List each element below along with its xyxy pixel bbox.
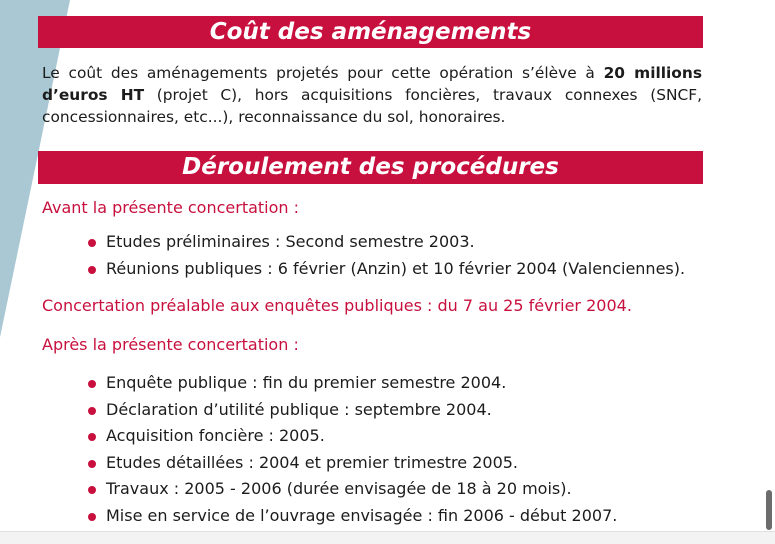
list-item-text: Etudes détaillées : 2004 et premier trimestre 2005. — [106, 452, 519, 472]
concertation-dates: Concertation préalable aux enquêtes publiques : du 7 au 25 février 2004. — [42, 296, 632, 315]
bottom-edge — [0, 531, 775, 544]
list-item — [88, 476, 617, 503]
list-item — [88, 503, 617, 530]
scrollbar-thumb[interactable] — [766, 490, 772, 530]
after-concertation-heading: Après la présente concertation : — [42, 335, 299, 354]
bullet-icon — [88, 433, 96, 441]
bullet-icon — [88, 239, 96, 247]
cost-paragraph-start: Le coût des aménagements projetés pour cette opération s’élève à — [42, 64, 604, 82]
bullet-icon — [88, 513, 96, 521]
list-item-text: Etudes préliminaires : Second semestre 2003. — [106, 232, 475, 251]
bullet-icon — [88, 407, 96, 415]
bullet-icon — [88, 486, 96, 494]
cost-amount: 20 millions d’euros HT — [42, 64, 702, 104]
section-title-cout: Coût des aménagements — [38, 16, 703, 48]
list-item-text: Acquisition foncière : 2005. — [106, 426, 325, 445]
before-concertation-heading: Avant la présente concertation : — [42, 198, 300, 217]
bullet-icon — [88, 266, 96, 274]
section-title-deroulement: Déroulement des procédures — [38, 151, 703, 184]
list-item-text: Enquête publique : fin du premier semestre 2004. — [106, 373, 507, 392]
list-item — [88, 450, 617, 477]
bullet-icon — [88, 460, 96, 468]
list-item — [88, 229, 685, 256]
list-item — [88, 423, 617, 450]
list-item-text: Mise en service de l’ouvrage envisagée : fin 2006 - début 2007. — [106, 505, 618, 525]
vertical-scrollbar[interactable] — [763, 0, 775, 544]
after-concertation-list — [88, 370, 617, 529]
list-item — [88, 370, 617, 397]
list-item-text: Travaux : 2005 - 2006 (durée envisagée de 18 à 20 mois). — [106, 479, 572, 498]
bullet-icon — [88, 380, 96, 388]
list-item — [88, 397, 617, 424]
list-item-text: Déclaration d’utilité publique : septembre 2004. — [106, 399, 492, 419]
cost-paragraph-end: (projet C), hors acquisitions foncières, travaux connexes (SNCF, concessionnaires, etc...), reconnaissance du sol, honoraires. — [42, 86, 702, 126]
list-item-text: Réunions publiques : 6 février (Anzin) et 10 février 2004 (Valenciennes). — [106, 258, 686, 278]
list-item — [88, 256, 685, 283]
cost-paragraph — [42, 62, 702, 128]
before-concertation-list — [88, 229, 685, 282]
